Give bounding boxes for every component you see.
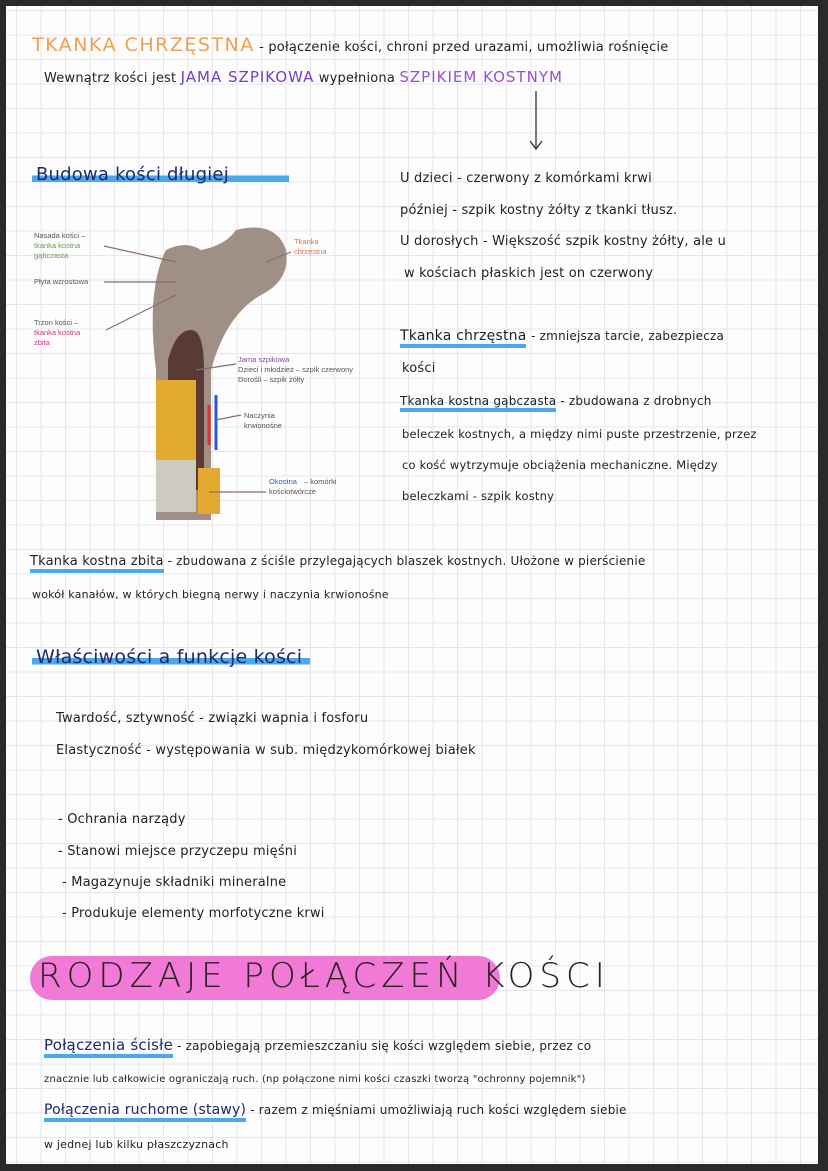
gabczasta-line-2: beleczek kostnych, a między nimi puste przestrzenie, przez bbox=[402, 427, 757, 441]
chrzestna-text: - zmniejsza tarcie, zabezpiecza bbox=[531, 329, 725, 343]
function-bullet: - Magazynuje składniki mineralne bbox=[62, 875, 287, 890]
term-gabczasta: Tkanka kostna gąbczasta bbox=[400, 394, 556, 412]
label-jama-2: Dzieci i młodzież – szpik czerwony bbox=[238, 365, 354, 374]
ruchome-line bbox=[44, 1102, 627, 1118]
zbita-line-2: wokół kanałów, w których biegną nerwy i naczynia krwionośne bbox=[32, 588, 389, 601]
gabczasta-line-4: beleczkami - szpik kostny bbox=[402, 489, 555, 503]
label-naczynia-2: krwionośne bbox=[244, 421, 282, 430]
term-tkanka-chrzestna: Tkanka chrzęstna bbox=[400, 328, 526, 348]
chrzestna-line bbox=[400, 328, 724, 344]
label-chrzestna: Tkanka bbox=[294, 237, 319, 246]
label-chrzestna-2: chrzęstna bbox=[294, 247, 327, 256]
zbita-text: - zbudowana z ściśle przylegających blaszek kostnych. Ułożone w pierścienie bbox=[167, 554, 646, 568]
label-trzon-3: zbita bbox=[34, 338, 50, 347]
label-trzon: Trzon kości – bbox=[34, 318, 79, 327]
intro-line-2 bbox=[44, 68, 563, 86]
label-nasada: Nasada kości – bbox=[34, 231, 86, 240]
heading-budowa: Budowa kości długiej bbox=[32, 164, 289, 185]
term-zbita: Tkanka kostna zbita bbox=[30, 554, 164, 573]
marrow-line-2: później - szpik kostny żółty z tkanki tłusz. bbox=[400, 203, 678, 218]
scisle-line bbox=[44, 1036, 591, 1054]
heading-rodzaje: RODZAJE POŁĄCZEŃ KOŚCI bbox=[38, 956, 610, 996]
gabczasta-line bbox=[400, 394, 712, 408]
label-jama: Jama szpikowa bbox=[238, 355, 290, 364]
function-bullet: - Stanowi miejsce przyczepu mięśni bbox=[58, 844, 298, 859]
term-szpik-kostny: SZPIKIEM KOSTNYM bbox=[399, 68, 563, 86]
label-naczynia: Naczynia bbox=[244, 411, 275, 420]
down-arrow-icon bbox=[526, 91, 546, 153]
bone-diagram bbox=[26, 220, 386, 520]
term-ruchome: Połączenia ruchome (stawy) bbox=[44, 1102, 246, 1122]
chrzestna-line-2: kości bbox=[402, 361, 436, 376]
label-nasada-2: tkanka kostna bbox=[34, 241, 81, 250]
function-bullet: - Produkuje elementy morfotyczne krwi bbox=[62, 906, 325, 921]
marrow-line-4: w kościach płaskich jest on czerwony bbox=[404, 266, 654, 281]
property-line-1: Twardość, sztywność - związki wapnia i fosforu bbox=[56, 711, 369, 726]
title-tkanka-chrzestna: TKANKA CHRZĘSTNA bbox=[32, 34, 255, 56]
gabczasta-text: - zbudowana z drobnych bbox=[560, 394, 712, 408]
label-plyta: Płyta wzrostowa bbox=[34, 277, 89, 286]
label-okostna: Okostna bbox=[269, 477, 297, 486]
label-okostna-2: – komórki bbox=[304, 477, 337, 486]
ruchome-line-2: w jednej lub kilku płaszczyznach bbox=[44, 1138, 229, 1151]
ruchome-text: - razem z mięśniami umożliwiają ruch kości względem siebie bbox=[250, 1103, 627, 1117]
term-scisle: Połączenia ścisłe bbox=[44, 1036, 173, 1058]
scisle-line-2: znacznie lub całkowicie ograniczają ruch. (np połączone nimi kości czaszki tworzą "ochronny pojemnik") bbox=[44, 1074, 586, 1085]
heading-wlasciwosci: Właściwości a funkcje kości bbox=[32, 646, 310, 668]
notebook-page bbox=[6, 6, 818, 1164]
intro-text-2: Wewnątrz kości jest bbox=[44, 71, 177, 86]
property-line-2: Elastyczność - występowania w sub. międzykomórkowej białek bbox=[56, 743, 476, 758]
label-nasada-3: gąbczasta bbox=[34, 251, 69, 260]
marrow-line-3: U dorosłych - Większość szpik kostny żółty, ale u bbox=[400, 234, 727, 249]
gabczasta-line-3: co kość wytrzymuje obciążenia mechaniczne. Między bbox=[402, 458, 718, 472]
marrow-line-1: U dzieci - czerwony z komórkami krwi bbox=[400, 171, 652, 186]
function-bullet: - Ochrania narządy bbox=[58, 812, 186, 827]
intro-line-1 bbox=[32, 34, 668, 56]
scisle-text: - zapobiegają przemieszczaniu się kości względem siebie, przez co bbox=[177, 1039, 592, 1053]
label-jama-3: Dorośli – szpik żółty bbox=[238, 375, 305, 384]
intro-text: - połączenie kości, chroni przed urazami, umożliwia rośnięcie bbox=[259, 40, 669, 55]
zbita-line bbox=[30, 554, 645, 569]
label-okostna-3: kościotwórcze bbox=[269, 487, 317, 496]
label-trzon-2: tkanka kostna bbox=[34, 328, 81, 337]
term-jama-szpikowa: JAMA SZPIKOWA bbox=[180, 68, 315, 86]
intro-text-3: wypełniona bbox=[318, 71, 396, 86]
